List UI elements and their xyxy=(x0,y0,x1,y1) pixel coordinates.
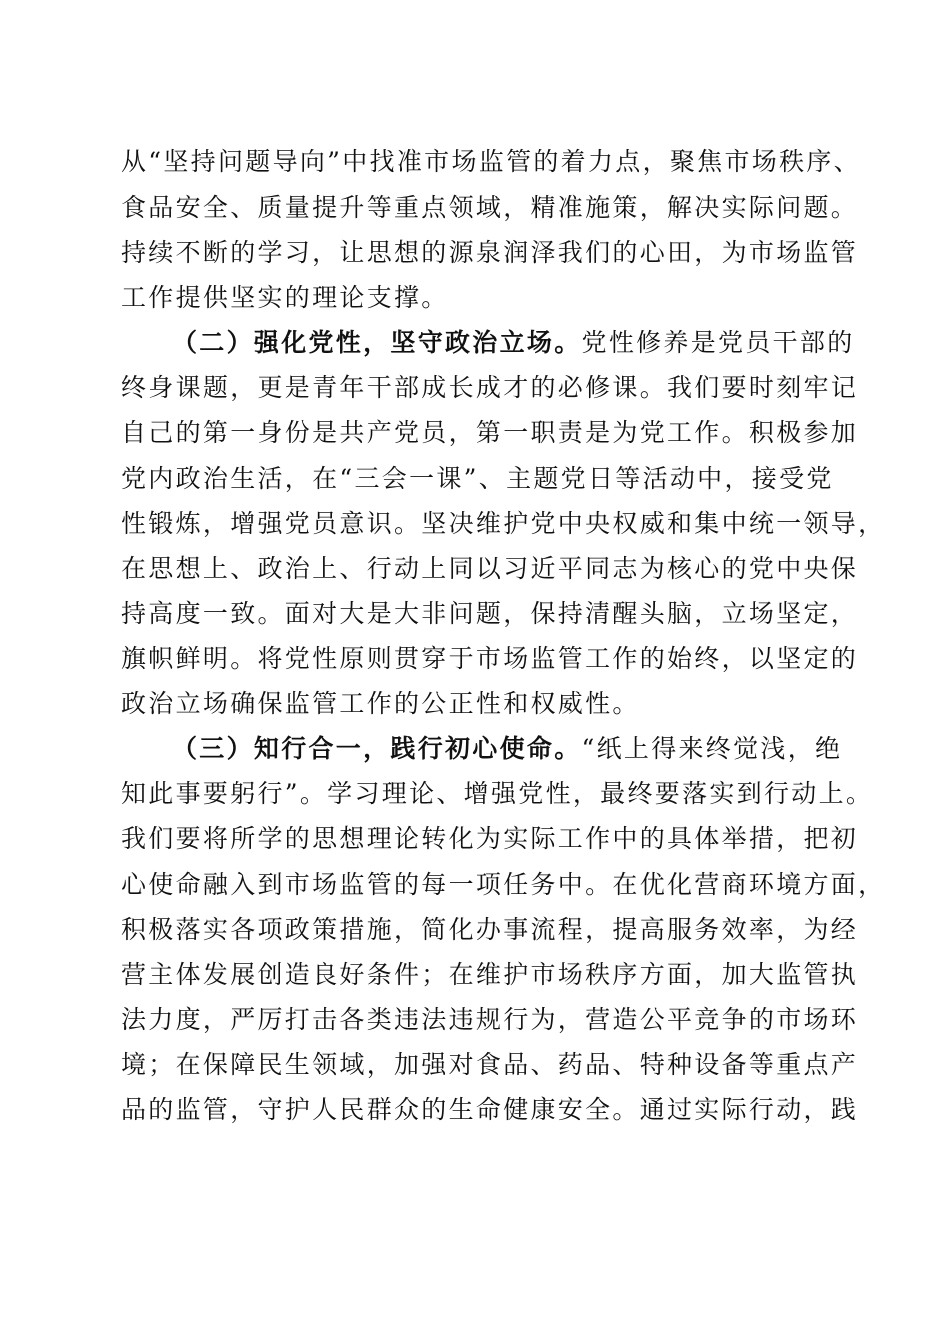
body-line: 政治立场确保监管工作的公正性和权威性。 xyxy=(121,689,640,718)
body-line: 法力度，严厉打击各类违法违规行为，营造公平竞争的市场环 xyxy=(121,1005,859,1034)
body-line: 自己的第一身份是共产党员，第一职责是为党工作。积极参加 xyxy=(121,418,859,447)
section-three-first-line xyxy=(172,730,842,768)
section-two-first-line-text: 党性修养是党员干部的 xyxy=(581,328,855,357)
body-line: 在思想上、政治上、行动上同以习近平同志为核心的党中央保 xyxy=(121,554,859,583)
body-line: 知此事要躬行”。学习理论、增强党性，最终要落实到行动上。 xyxy=(121,779,874,808)
body-line: 食品安全、质量提升等重点领域，精准施策，解决实际问题。 xyxy=(121,193,859,222)
body-line: 工作提供坚实的理论支撑。 xyxy=(121,283,449,312)
body-line: 我们要将所学的思想理论转化为实际工作中的具体举措，把初 xyxy=(121,824,859,853)
section-two-first-line xyxy=(172,324,855,362)
body-line: 持高度一致。面对大是大非问题，保持清醒头脑，立场坚定， xyxy=(121,599,859,628)
body-line: 营主体发展创造良好条件；在维护市场秩序方面，加大监管执 xyxy=(121,960,859,989)
body-line: 党内政治生活，在“三会一课”、主题党日等活动中，接受党 xyxy=(121,464,834,493)
body-line: 心使命融入到市场监管的每一项任务中。在优化营商环境方面， xyxy=(121,870,886,899)
body-line: 终身课题，更是青年干部成长成才的必修课。我们要时刻牢记 xyxy=(121,373,859,402)
body-line: 旗帜鲜明。将党性原则贯穿于市场监管工作的始终，以坚定的 xyxy=(121,644,859,673)
body-line: 积极落实各项政策措施，简化办事流程，提高服务效率，为经 xyxy=(121,915,859,944)
body-line: 从“坚持问题导向”中找准市场监管的着力点，聚焦市场秩序、 xyxy=(121,147,861,176)
body-line: 性锻炼，增强党员意识。坚决维护党中央权威和集中统一领导， xyxy=(121,509,886,538)
section-two-heading: （二）强化党性，坚守政治立场。 xyxy=(172,328,582,357)
body-line: 境；在保障民生领域，加强对食品、药品、特种设备等重点产 xyxy=(121,1050,859,1079)
section-three-heading: （三）知行合一，践行初心使命。 xyxy=(172,734,582,763)
body-line: 持续不断的学习，让思想的源泉润泽我们的心田，为市场监管 xyxy=(121,238,859,267)
body-line: 品的监管，守护人民群众的生命健康安全。通过实际行动，践 xyxy=(121,1095,859,1124)
section-three-first-line-text: “纸上得来终觉浅，绝 xyxy=(581,734,843,763)
